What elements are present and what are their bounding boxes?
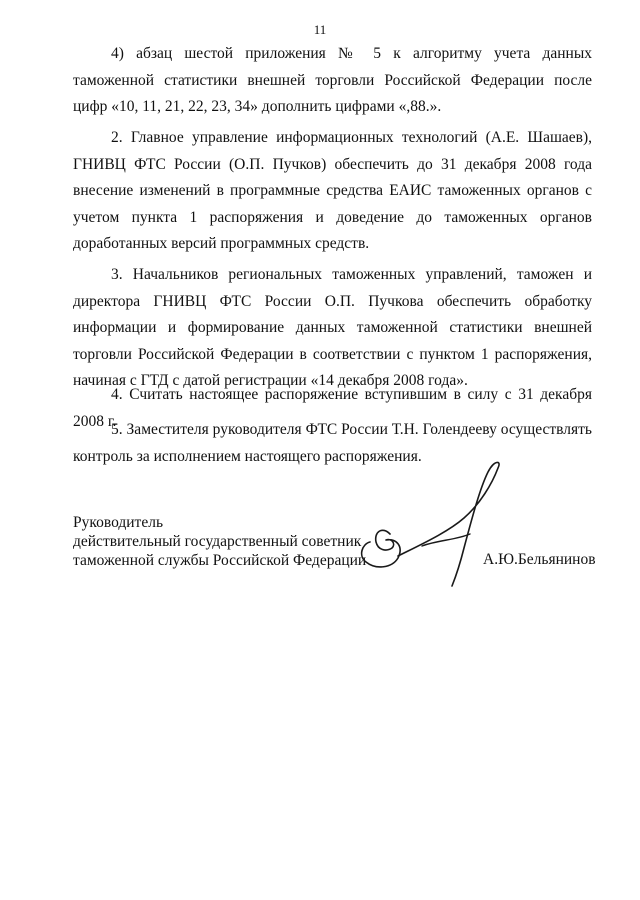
paragraph-point-4: 4. Считать настоящее распоряжение вступившим в силу с 31 декабря 2008 г.	[73, 386, 592, 430]
paragraph-point-3: 3. Начальников региональных таможенных управлений, таможен и директора ГНИВЦ ФТС России О.П. Пучкова обеспечить обработку информации и формирование данных таможенной статистики внешней торговли Российской Федерации в соответствии с пунктом 1 распоряжения, начиная с ГТД с датой регистрации «14 декабря 2008 года».	[73, 266, 592, 389]
paragraph-point-5: 5. Заместителя руководителя ФТС России Т.Н. Голендееву осуществлять контроль за исполнением настоящего распоряжения.	[73, 421, 592, 465]
signatory-title	[73, 513, 366, 570]
signatory-title-line: действительный государственный советник	[73, 533, 362, 550]
signatory-title-line: таможенной службы Российской Федерации	[73, 552, 367, 569]
signatory-title-line: Руководитель	[73, 514, 164, 531]
page-number: 11	[313, 22, 327, 37]
signatory-name: А.Ю.Бельянинов	[483, 551, 596, 568]
paragraph-item-4: 4) абзац шестой приложения № 5 к алгоритму учета данных таможенной статистики внешней торговли Российской Федерации после цифр «10, 11, 21, 22, 23, 34» дополнить цифрами «,88.».	[73, 45, 592, 115]
paragraph-point-2: 2. Главное управление информационных технологий (А.Е. Шашаев), ГНИВЦ ФТС России (О.П. Пучков) обеспечить до 31 декабря 2008 года внесение изменений в программные средства ЕАИС таможенных органов с учетом пункта 1 распоряжения и доведение до таможенных органов доработанных версий программных средств.	[73, 129, 592, 252]
